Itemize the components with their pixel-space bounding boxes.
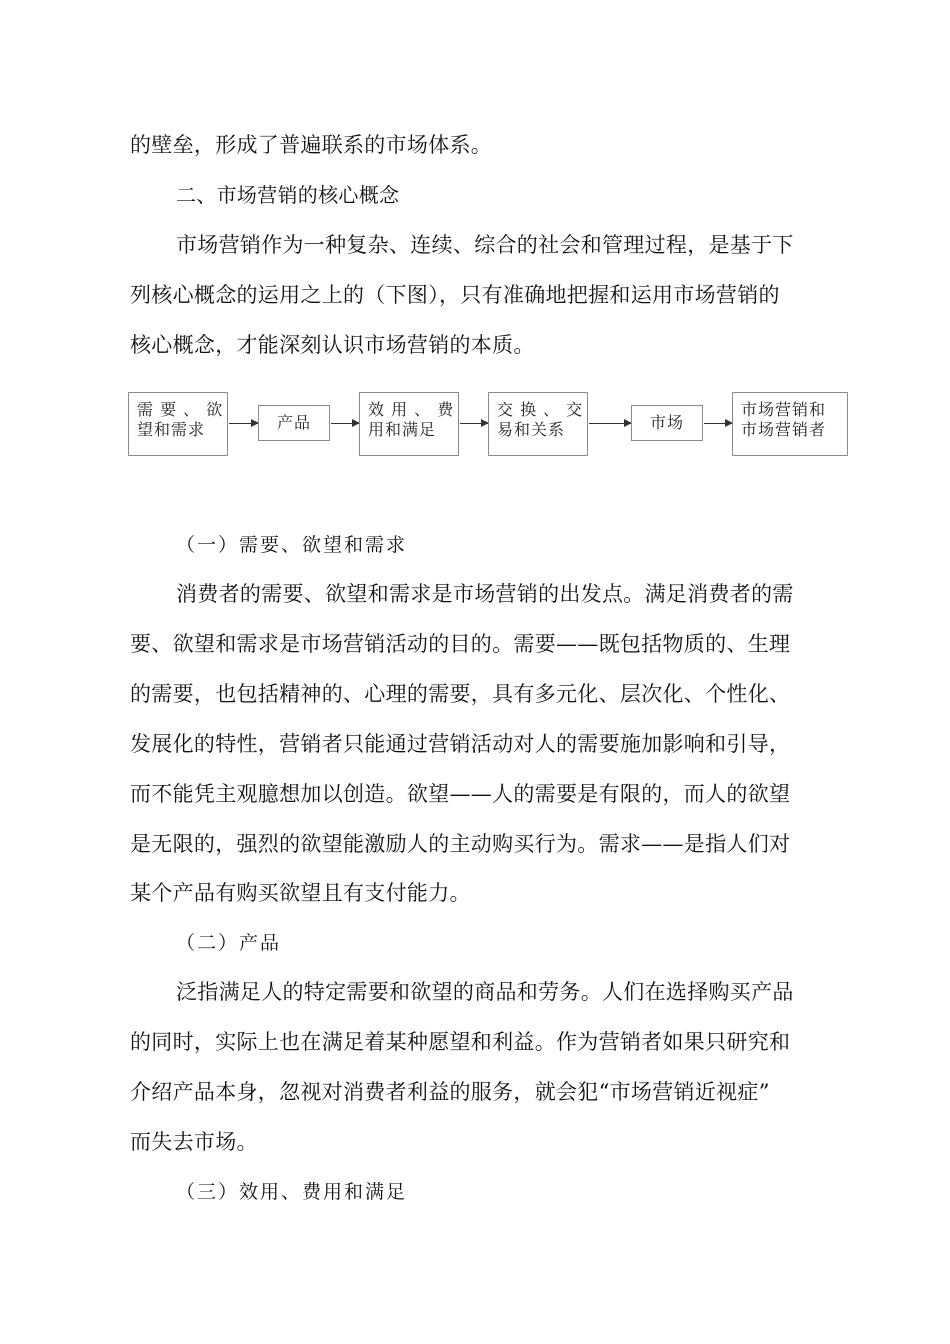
diagram-node-text: 交 换 、 交 bbox=[497, 400, 584, 419]
paragraph-line: 列核心概念的运用之上的（下图），只有准确地把握和运用市场营销的 bbox=[130, 283, 780, 307]
paragraph-line: 核心概念，才能深刻认识市场营销的本质。 bbox=[130, 333, 535, 357]
diagram-node-text: 望和需求 bbox=[137, 420, 206, 439]
diagram-node-marketers bbox=[732, 392, 848, 456]
flow-arrow bbox=[229, 423, 258, 424]
diagram-node-utility bbox=[359, 392, 459, 456]
diagram-node-text: 市场营销者 bbox=[741, 420, 827, 439]
diagram-node-text: 市场 bbox=[649, 413, 684, 432]
diagram-node-text: 易和关系 bbox=[497, 420, 566, 439]
diagram-node-exchange bbox=[488, 392, 588, 456]
flow-arrow bbox=[704, 423, 732, 424]
section-heading: 二、市场营销的核心概念 bbox=[176, 183, 400, 207]
diagram-node-text: 市场营销和 bbox=[741, 400, 827, 419]
diagram-node-text: 需 要 、 欲 bbox=[137, 400, 224, 419]
core-concepts-diagram bbox=[128, 390, 850, 458]
diagram-node-market bbox=[631, 405, 703, 441]
paragraph-line: 泛指满足人的特定需要和欲望的商品和劳务。人们在选择购买产品 bbox=[176, 980, 794, 1004]
subsection-heading: （一）需要、欲望和需求 bbox=[176, 534, 408, 556]
paragraph-line: 的同时，实际上也在满足着某种愿望和利益。作为营销者如果只研究和 bbox=[130, 1030, 791, 1054]
paragraph-line: 是无限的，强烈的欲望能激励人的主动购买行为。需求——是指人们对 bbox=[130, 832, 791, 856]
diagram-node-product bbox=[258, 405, 330, 441]
subsection-heading: （三）效用、费用和满足 bbox=[176, 1181, 408, 1203]
paragraph-line: 的壁垒，形成了普遍联系的市场体系。 bbox=[130, 133, 493, 157]
diagram-node-text: 用和满足 bbox=[368, 420, 437, 439]
paragraph-line: 要、欲望和需求是市场营销活动的目的。需要——既包括物质的、生理 bbox=[130, 632, 791, 656]
paragraph-line: 的需要，也包括精神的、心理的需要，具有多元化、层次化、个性化、 bbox=[130, 682, 791, 706]
diagram-node-text: 效 用 、 费 bbox=[368, 400, 455, 419]
diagram-node-needs bbox=[128, 392, 228, 456]
subsection-heading: （二）产品 bbox=[176, 932, 282, 954]
flow-arrow bbox=[460, 423, 488, 424]
flow-arrow bbox=[331, 423, 359, 424]
paragraph-line: 消费者的需要、欲望和需求是市场营销的出发点。满足消费者的需 bbox=[176, 582, 794, 606]
paragraph-line: 某个产品有购买欲望且有支付能力。 bbox=[130, 881, 471, 905]
diagram-node-text: 产品 bbox=[276, 413, 311, 432]
flow-arrow bbox=[589, 423, 631, 424]
paragraph-line: 发展化的特性，营销者只能通过营销活动对人的需要施加影响和引导， bbox=[130, 732, 791, 756]
paragraph-line: 介绍产品本身，忽视对消费者利益的服务，就会犯“市场营销近视症” bbox=[130, 1080, 770, 1104]
paragraph-line: 市场营销作为一种复杂、连续、综合的社会和管理过程，是基于下 bbox=[176, 233, 794, 257]
paragraph-line: 而失去市场。 bbox=[130, 1130, 258, 1154]
paragraph-line: 而不能凭主观臆想加以创造。欲望——人的需要是有限的，而人的欲望 bbox=[130, 782, 791, 806]
